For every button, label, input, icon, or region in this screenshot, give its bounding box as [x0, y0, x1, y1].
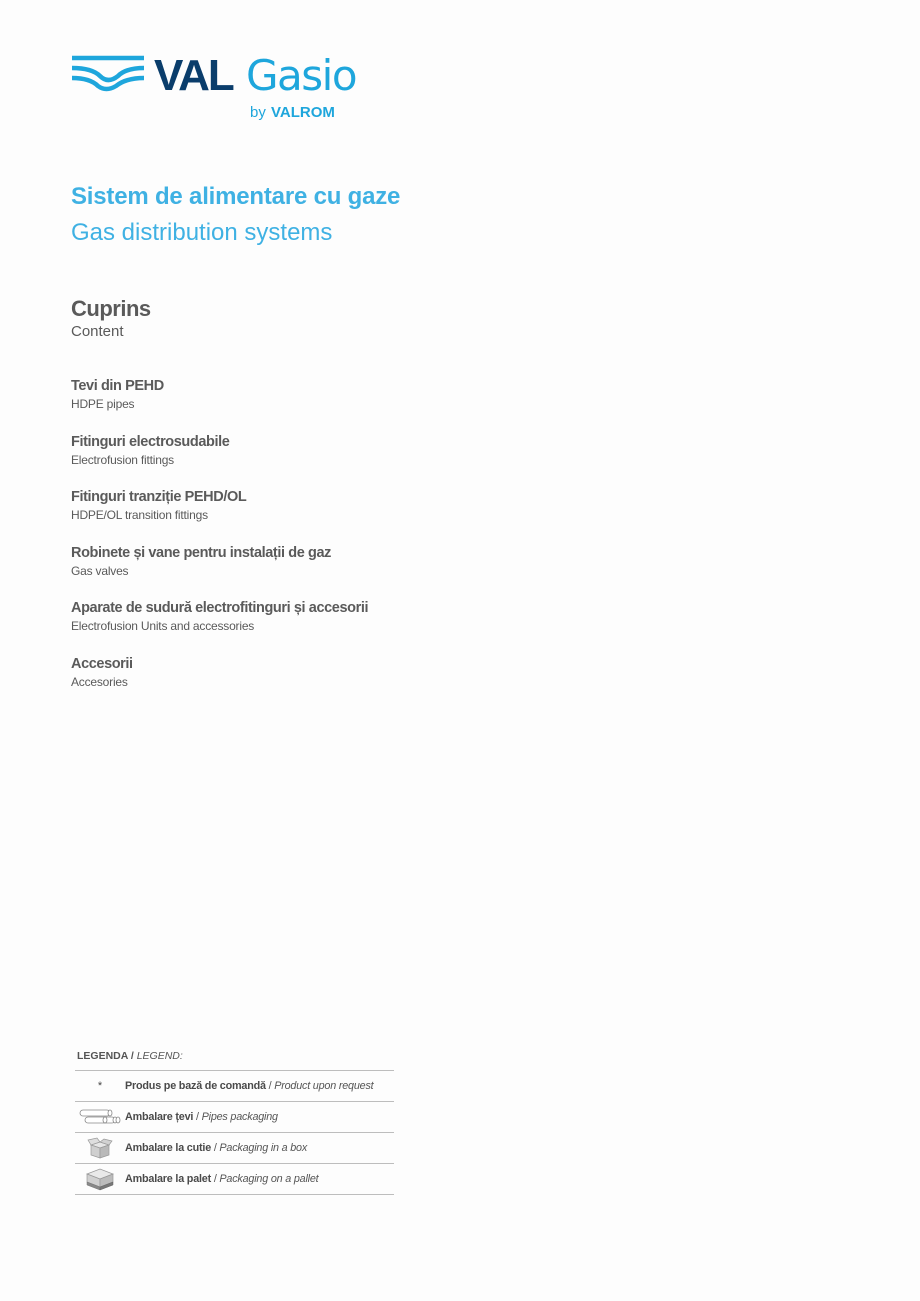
toc-item-gas-valves[interactable] — [71, 543, 368, 599]
logo-by-prefix: by — [250, 104, 266, 121]
legend-row-label-ro: Produs pe bază de comandă — [125, 1080, 266, 1092]
legend-row-label-ro: Ambalare țevi — [125, 1111, 194, 1123]
legend-row-separator: / — [211, 1173, 220, 1185]
legend-row-upon-request — [75, 1070, 394, 1101]
page-title: Sistem de alimentare cu gaze — [71, 183, 401, 210]
legend — [75, 1048, 394, 1195]
legend-row-pipes-packaging — [75, 1101, 394, 1132]
toc-item-electrofusion-fittings[interactable] — [71, 432, 368, 488]
contents-subtitle: Content — [71, 323, 124, 340]
legend-row-label-en: Product upon request — [274, 1080, 374, 1092]
toc-item-label: Accesorii — [71, 655, 133, 672]
toc-item-sublabel: HDPE pipes — [71, 397, 135, 411]
valgasio-logo — [70, 52, 370, 124]
asterisk-icon: * — [97, 1080, 103, 1092]
toc-item-sublabel: Electrofusion Units and accessories — [71, 619, 255, 634]
toc-item-label: Tevi din PEHD — [71, 378, 164, 394]
logo-brand-bold: VAL — [154, 52, 233, 100]
toc-item-electrofusion-units[interactable] — [71, 598, 368, 654]
legend-row-label-en: Packaging in a box — [219, 1142, 308, 1154]
toc-item-label: Robinete și vane pentru instalații de gaz — [71, 544, 331, 561]
box-icon — [75, 1137, 125, 1159]
legend-row-pallet-packaging — [75, 1163, 394, 1195]
legend-row-label-en: Packaging on a pallet — [219, 1173, 319, 1185]
legend-row-text — [125, 1111, 278, 1123]
legend-row-label-ro: Ambalare la palet — [125, 1173, 212, 1185]
legend-row-separator: / — [193, 1111, 202, 1123]
contents-heading — [71, 295, 151, 341]
legend-row-separator: / — [211, 1142, 220, 1154]
pallet-icon — [75, 1167, 125, 1191]
toc-item-sublabel: Accesories — [71, 674, 128, 689]
legend-row-text — [125, 1080, 373, 1092]
logo-mark-icon — [72, 58, 144, 89]
legend-row-text — [125, 1173, 318, 1185]
legend-title — [75, 1048, 394, 1070]
legend-title-ro: LEGENDA / — [77, 1050, 134, 1062]
toc-item-label: Fitinguri electrosudabile — [71, 433, 230, 450]
legend-row-separator: / — [265, 1080, 275, 1092]
pipes-icon — [75, 1107, 125, 1127]
legend-row-label-ro: Ambalare la cutie — [125, 1142, 212, 1154]
logo-by-brand: VALROM — [271, 104, 335, 121]
legend-row-text — [125, 1142, 307, 1154]
page-heading — [71, 182, 400, 248]
legend-row-label-en: Pipes packaging — [201, 1111, 278, 1123]
toc-item-sublabel: HDPE/OL transition fittings — [71, 508, 208, 523]
toc-item-accessories[interactable] — [71, 654, 368, 710]
table-of-contents — [71, 376, 368, 710]
legend-row-box-packaging — [75, 1132, 394, 1163]
logo-brand-light: Gasio — [246, 52, 357, 100]
toc-item-hdpe-pipes[interactable] — [71, 376, 368, 432]
toc-item-label: Fitinguri tranziție PEHD/OL — [71, 489, 247, 506]
contents-title: Cuprins — [71, 296, 151, 321]
toc-item-label: Aparate de sudură electrofitinguri și accesorii — [71, 600, 369, 617]
toc-item-transition-fittings[interactable] — [71, 487, 368, 543]
toc-item-sublabel: Electrofusion fittings — [71, 452, 174, 467]
page-subtitle: Gas distribution systems — [71, 219, 333, 246]
legend-title-en: LEGEND: — [136, 1050, 183, 1062]
toc-item-sublabel: Gas valves — [71, 563, 129, 578]
